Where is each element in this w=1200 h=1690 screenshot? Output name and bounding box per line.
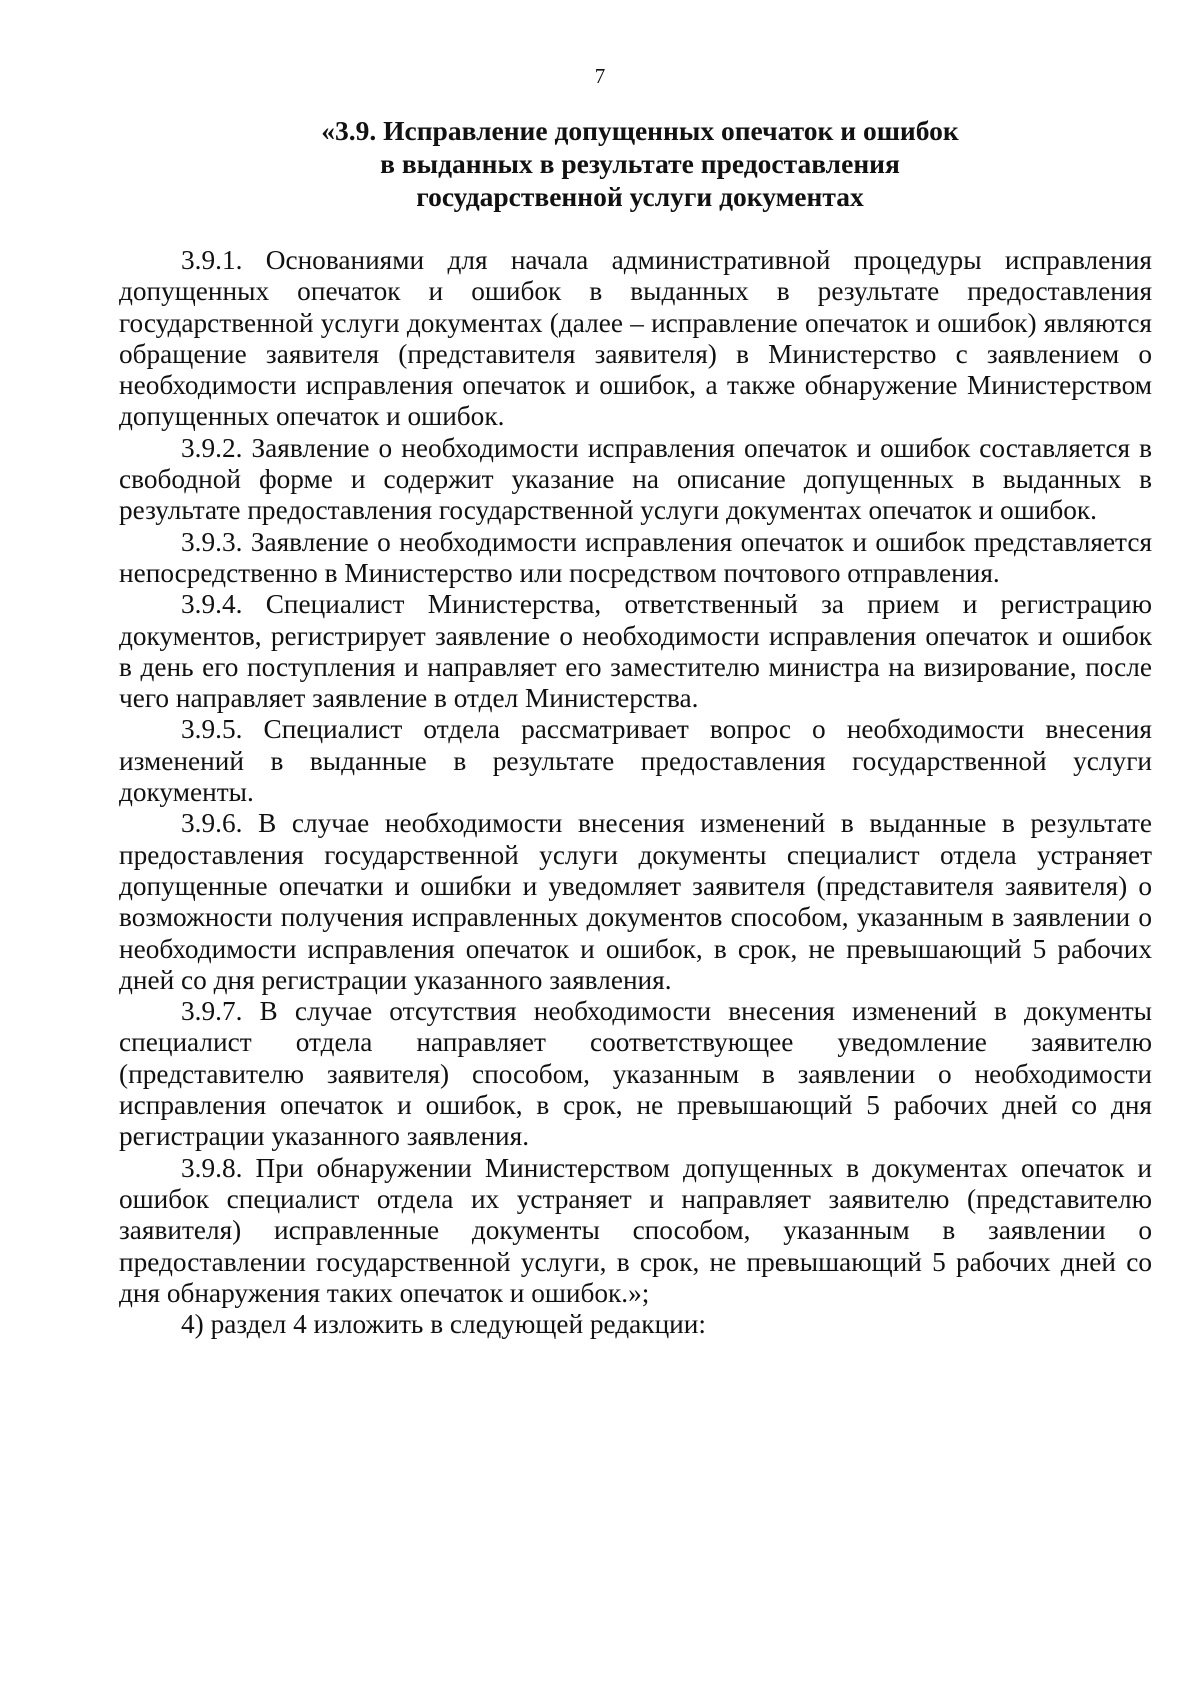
paragraph-3-9-7: 3.9.7. В случае отсутствия необходимости внесения изменений в документы специалист отдела направляет соответствующее уведомление заявителю (представителю заявителя) способом, указанным в заявлении о необходимости исправления опечаток и ошибок, в срок, не превышающий 5 рабочих дней со дня регистрации указанного заявления. [119,996,1152,1152]
paragraph-3-9-4: 3.9.4. Специалист Министерства, ответственный за прием и регистрацию документов, регистрирует заявление о необходимости исправления опечаток и ошибок в день его поступления и направляет его заместителю министра на визирование, после чего направляет заявление в отдел Министерства. [119,589,1152,714]
paragraph-3-9-3: 3.9.3. Заявление о необходимости исправления опечаток и ошибок представляется непосредственно в Министерство или посредством почтового отправления. [119,526,1152,588]
section-title-line: государственной услуги документах [416,181,864,212]
section-title [120,114,1160,213]
paragraph-3-9-2: 3.9.2. Заявление о необходимости исправления опечаток и ошибок составляется в свободной форме и содержит указание на описание допущенных в выданных в результате предоставления государственной услуги документах опечаток и ошибок. [119,432,1152,526]
paragraph-amendment-item-4: 4) раздел 4 изложить в следующей редакции: [181,1309,706,1340]
section-title-line: в выданных в результате предоставления [380,148,900,179]
paragraph-3-9-1: 3.9.1. Основаниями для начала административной процедуры исправления допущенных опечаток и ошибок в выданных в результате предоставления государственной услуги документах (далее – исправление опечаток и ошибок) являются обращение заявителя (представителя заявителя) в Министерство с заявлением о необходимости исправления опечаток и ошибок, а также обнаружение Министерством допущенных опечаток и ошибок. [119,245,1152,432]
document-body [119,245,1152,1340]
paragraph-3-9-8: 3.9.8. При обнаружении Министерством допущенных в документах опечаток и ошибок специалист отдела их устраняет и направляет заявителю (представителю заявителя) исправленные документы способом, указанным в заявлении о предоставлении государственной услуги, в срок, не превышающий 5 рабочих дней со дня обнаружения таких опечаток и ошибок.»; [119,1152,1152,1308]
paragraph-3-9-5: 3.9.5. Специалист отдела рассматривает вопрос о необходимости внесения изменений в выданные в результате предоставления государственной услуги документы. [119,714,1152,808]
page-number: 7 [594,64,606,88]
paragraph-3-9-6: 3.9.6. В случае необходимости внесения изменений в выданные в результате предоставления государственной услуги документы специалист отдела устраняет допущенные опечатки и ошибки и уведомляет заявителя (представителя заявителя) о возможности получения исправленных документов способом, указанным в заявлении о необходимости исправления опечаток и ошибок, в срок, не превышающий 5 рабочих дней со дня регистрации указанного заявления. [119,808,1152,995]
section-title-line: «3.9. Исправление допущенных опечаток и ошибок [321,115,959,146]
